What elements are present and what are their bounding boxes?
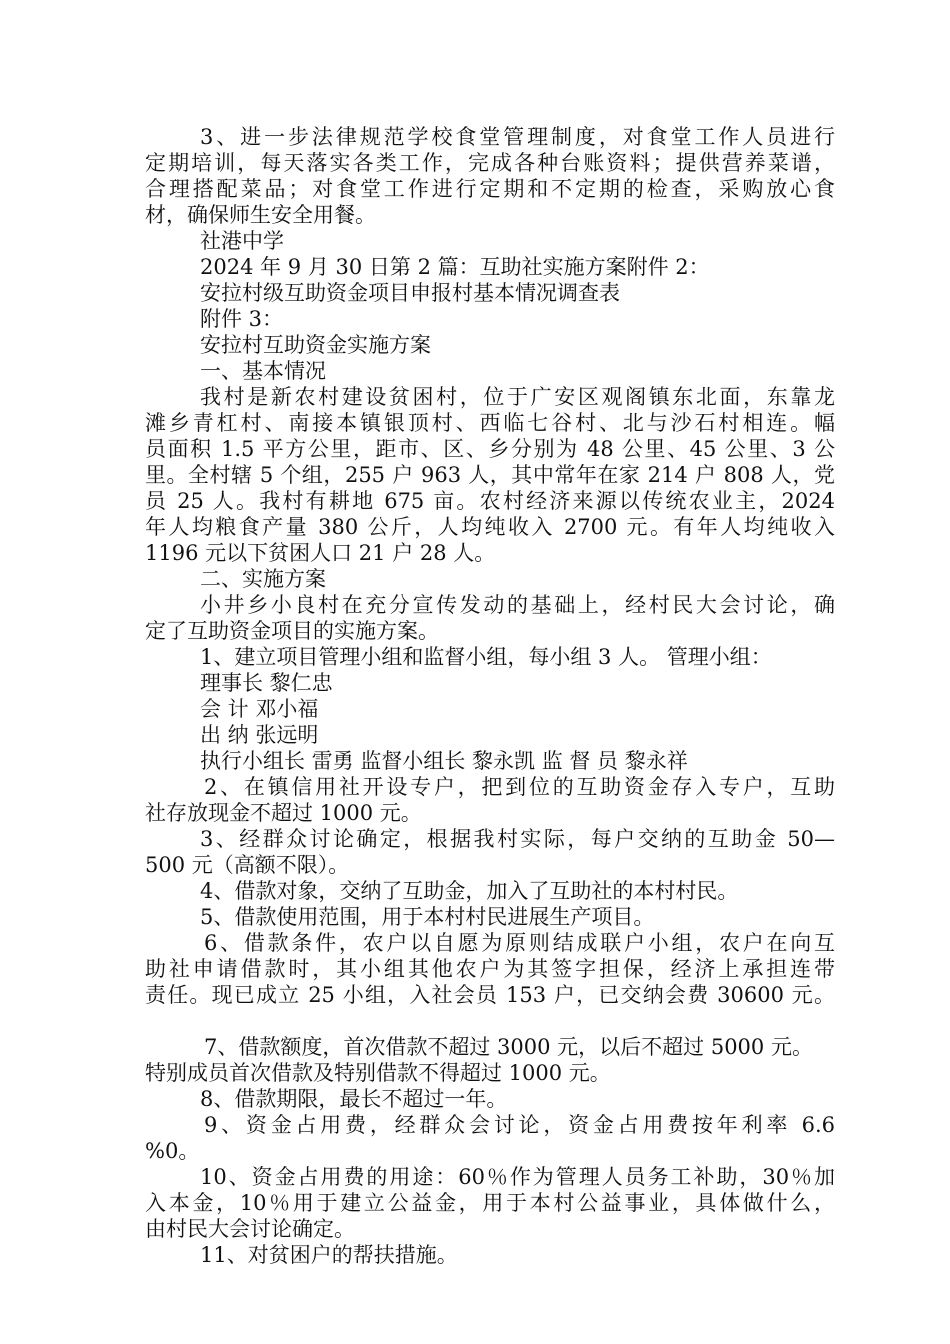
paragraph-line: 7、借款额度，首次借款不超过 3000 元，以后不超过 5000 元。 [204, 1035, 813, 1059]
member-line: 出 纳 张远明 [200, 723, 319, 747]
paragraph-line: 6、借款条件，农户以自愿为原则结成联户小组，农户在向互 [204, 931, 835, 955]
paragraph-line: 定了互助资金项目的实施方案。 [145, 619, 439, 643]
paragraph-line: 1、建立项目管理小组和监督小组，每小组 3 人。 管理小组： [200, 645, 772, 669]
paragraph-line: 1196 元以下贫困人口 21 户 28 人。 [145, 541, 496, 565]
paragraph-line: %0。 [145, 1139, 200, 1163]
paragraph-line: 定期培训，每天落实各类工作，完成各种台账资料；提供营养菜谱， [145, 151, 835, 175]
paragraph-line: 2、在镇信用社开设专户，把到位的互助资金存入专户，互助 [204, 775, 835, 799]
paragraph-line: 11、对贫困户的帮扶措施。 [200, 1243, 458, 1267]
paragraph-line: 材，确保师生安全用餐。 [145, 203, 376, 227]
paragraph-line: 5、借款使用范围，用于本村村民进展生产项目。 [200, 905, 655, 929]
date-line: 2024 年 9 月 30 日第 2 篇：互助社实施方案附件 2： [200, 255, 710, 279]
paragraph-line: 500 元（高额不限）。 [145, 853, 350, 877]
paragraph-line: 合理搭配菜品；对食堂工作进行定期和不定期的检查，采购放心食 [145, 177, 835, 201]
paragraph-line: 我村是新农村建设贫困村，位于广安区观阁镇东北面，东靠龙 [200, 385, 835, 409]
member-line: 会 计 邓小福 [200, 697, 319, 721]
paragraph-line: 社存放现金不超过 1000 元。 [145, 801, 422, 825]
paragraph-line: 10、资金占用费的用途：60％作为管理人员务工补助，30％加 [200, 1165, 835, 1189]
paragraph-line: 3、进一步法律规范学校食堂管理制度，对食堂工作人员进行 [200, 125, 835, 149]
paragraph-line: 3、经群众讨论确定，根据我村实际，每户交纳的互助金 50— [200, 827, 835, 851]
attachment-label: 附件 3： [200, 307, 284, 331]
attachment-title: 安拉村级互助资金项目申报村基本情况调查表 [200, 281, 620, 305]
paragraph-line: 助社申请借款时，其小组其他农户为其签字担保，经济上承担连带 [145, 957, 835, 981]
paragraph-line: 特别成员首次借款及特别借款不得超过 1000 元。 [145, 1061, 611, 1085]
paragraph-line: 滩乡青杠村、南接本镇银顶村、西临七谷村、北与沙石村相连。幅 [145, 411, 835, 435]
paragraph-line: 责任。现已成立 25 小组，入社会员 153 户，已交纳会费 30600 元。 [145, 983, 835, 1007]
paragraph-line: 年人均粮食产量 380 公斤，人均纯收入 2700 元。有年人均纯收入 [145, 515, 835, 539]
member-line: 执行小组长 雷勇 监督小组长 黎永凯 监 督 员 黎永祥 [200, 749, 688, 773]
paragraph-line: 小井乡小良村在充分宣传发动的基础上，经村民大会讨论，确 [200, 593, 835, 617]
member-line: 理事长 黎仁忠 [200, 671, 333, 695]
paragraph-line: 里。全村辖 5 个组，255 户 963 人，其中常年在家 214 户 808 人，党 [145, 463, 835, 487]
document-title: 安拉村互助资金实施方案 [200, 333, 431, 357]
paragraph-line: 员 25 人。我村有耕地 675 亩。农村经济来源以传统农业主，2024 [145, 489, 835, 513]
section-heading: 二、实施方案 [200, 567, 326, 591]
paragraph-line: 8、借款期限，最长不超过一年。 [200, 1087, 508, 1111]
school-name: 社港中学 [200, 229, 284, 253]
paragraph-line: 由村民大会讨论确定。 [145, 1217, 355, 1241]
paragraph-line: 入本金，10％用于建立公益金，用于本村公益事业，具体做什么， [145, 1191, 835, 1215]
paragraph-line: 4、借款对象，交纳了互助金，加入了互助社的本村村民。 [200, 879, 739, 903]
paragraph-line: 9、资金占用费，经群众会讨论，资金占用费按年利率 6.6 [204, 1113, 835, 1137]
paragraph-line: 员面积 1.5 平方公里，距市、区、乡分别为 48 公里、45 公里、3 公 [145, 437, 835, 461]
section-heading: 一、基本情况 [200, 359, 326, 383]
